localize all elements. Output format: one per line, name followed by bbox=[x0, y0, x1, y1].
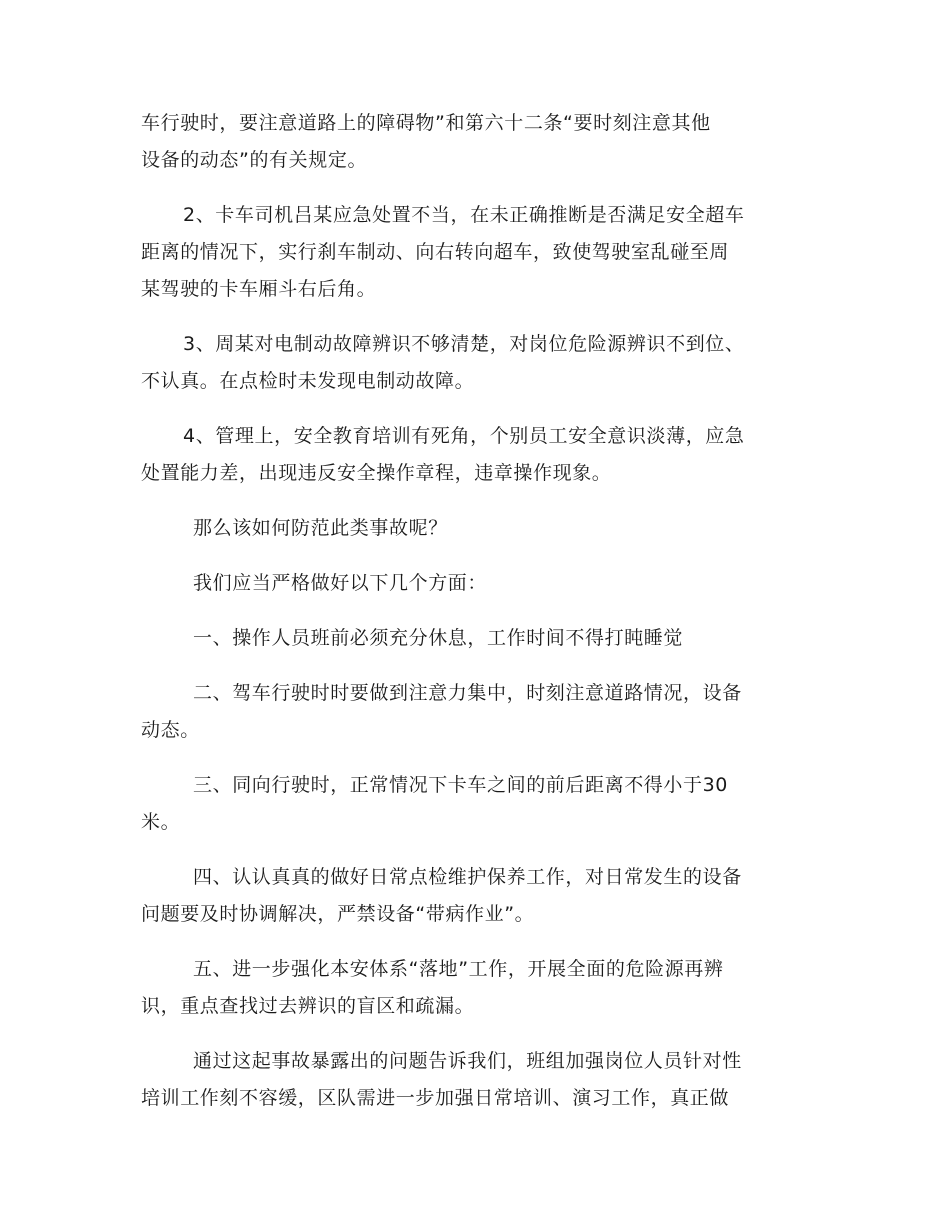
text-line: 某驾驶的卡车厢斗右后角。 bbox=[141, 278, 377, 300]
text-line: 距离的情况下，实行刹车制动、向右转向超车，致使驾驶室乱碰至周 bbox=[141, 241, 730, 263]
text-line: 通过这起事故暴露出的问题告诉我们，班组加强岗位人员针对性 bbox=[193, 1050, 742, 1072]
paragraph-conclusion bbox=[141, 1043, 809, 1117]
paragraph-cause-2 bbox=[141, 197, 809, 308]
text-line: 我们应当严格做好以下几个方面： bbox=[193, 572, 488, 594]
text-line: 五、进一步强化本安体系“落地”工作，开展全面的危险源再辨 bbox=[193, 958, 724, 980]
paragraph-measure-1 bbox=[141, 620, 809, 657]
paragraph-cause-4 bbox=[141, 418, 809, 492]
text-line: 2、卡车司机吕某应急处置不当，在未正确推断是否满足安全超车 bbox=[183, 204, 745, 226]
text-line: 问题要及时协调解决，严禁设备“带病作业”。 bbox=[141, 903, 535, 925]
text-line: 米。 bbox=[141, 811, 181, 833]
paragraph-measure-3 bbox=[141, 767, 809, 841]
text-line: 识，重点查找过去辨识的盲区和疏漏。 bbox=[141, 995, 475, 1017]
paragraph-prevention-question bbox=[141, 510, 809, 547]
text-line: 那么该如何防范此类事故呢？ bbox=[193, 517, 448, 539]
paragraph-measure-4 bbox=[141, 859, 809, 933]
text-line: 设备的动态”的有关规定。 bbox=[141, 149, 368, 171]
text-line: 3、周某对电制动故障辨识不够清楚，对岗位危险源辨识不到位、 bbox=[183, 333, 745, 355]
text-line: 处置能力差，出现违反安全操作章程，违章操作现象。 bbox=[141, 462, 612, 484]
paragraph-prevention-intro bbox=[141, 565, 809, 602]
paragraph-measure-5 bbox=[141, 951, 809, 1025]
paragraph-cause-3 bbox=[141, 326, 809, 400]
paragraph-continued-regulation bbox=[141, 105, 809, 179]
text-line: 车行驶时，要注意道路上的障碍物”和第六十二条“要时刻注意其他 bbox=[141, 112, 711, 134]
text-line: 四、认认真真的做好日常点检维护保养工作，对日常发生的设备 bbox=[193, 866, 742, 888]
text-line: 4、管理上，安全教育培训有死角，个别员工安全意识淡薄，应急 bbox=[183, 425, 745, 447]
text-line: 三、同向行驶时，正常情况下卡车之间的前后距离不得小于30 bbox=[193, 774, 728, 796]
text-line: 二、驾车行驶时时要做到注意力集中，时刻注意道路情况，设备 bbox=[193, 682, 742, 704]
text-line: 培训工作刻不容缓，区队需进一步加强日常培训、演习工作，真正做 bbox=[141, 1087, 730, 1109]
text-line: 一、操作人员班前必须充分休息，工作时间不得打盹睡觉 bbox=[193, 627, 684, 649]
text-line: 动态。 bbox=[141, 719, 200, 741]
paragraph-measure-2 bbox=[141, 675, 809, 749]
document-body bbox=[141, 105, 809, 1117]
text-line: 不认真。在点检时未发现电制动故障。 bbox=[141, 370, 475, 392]
